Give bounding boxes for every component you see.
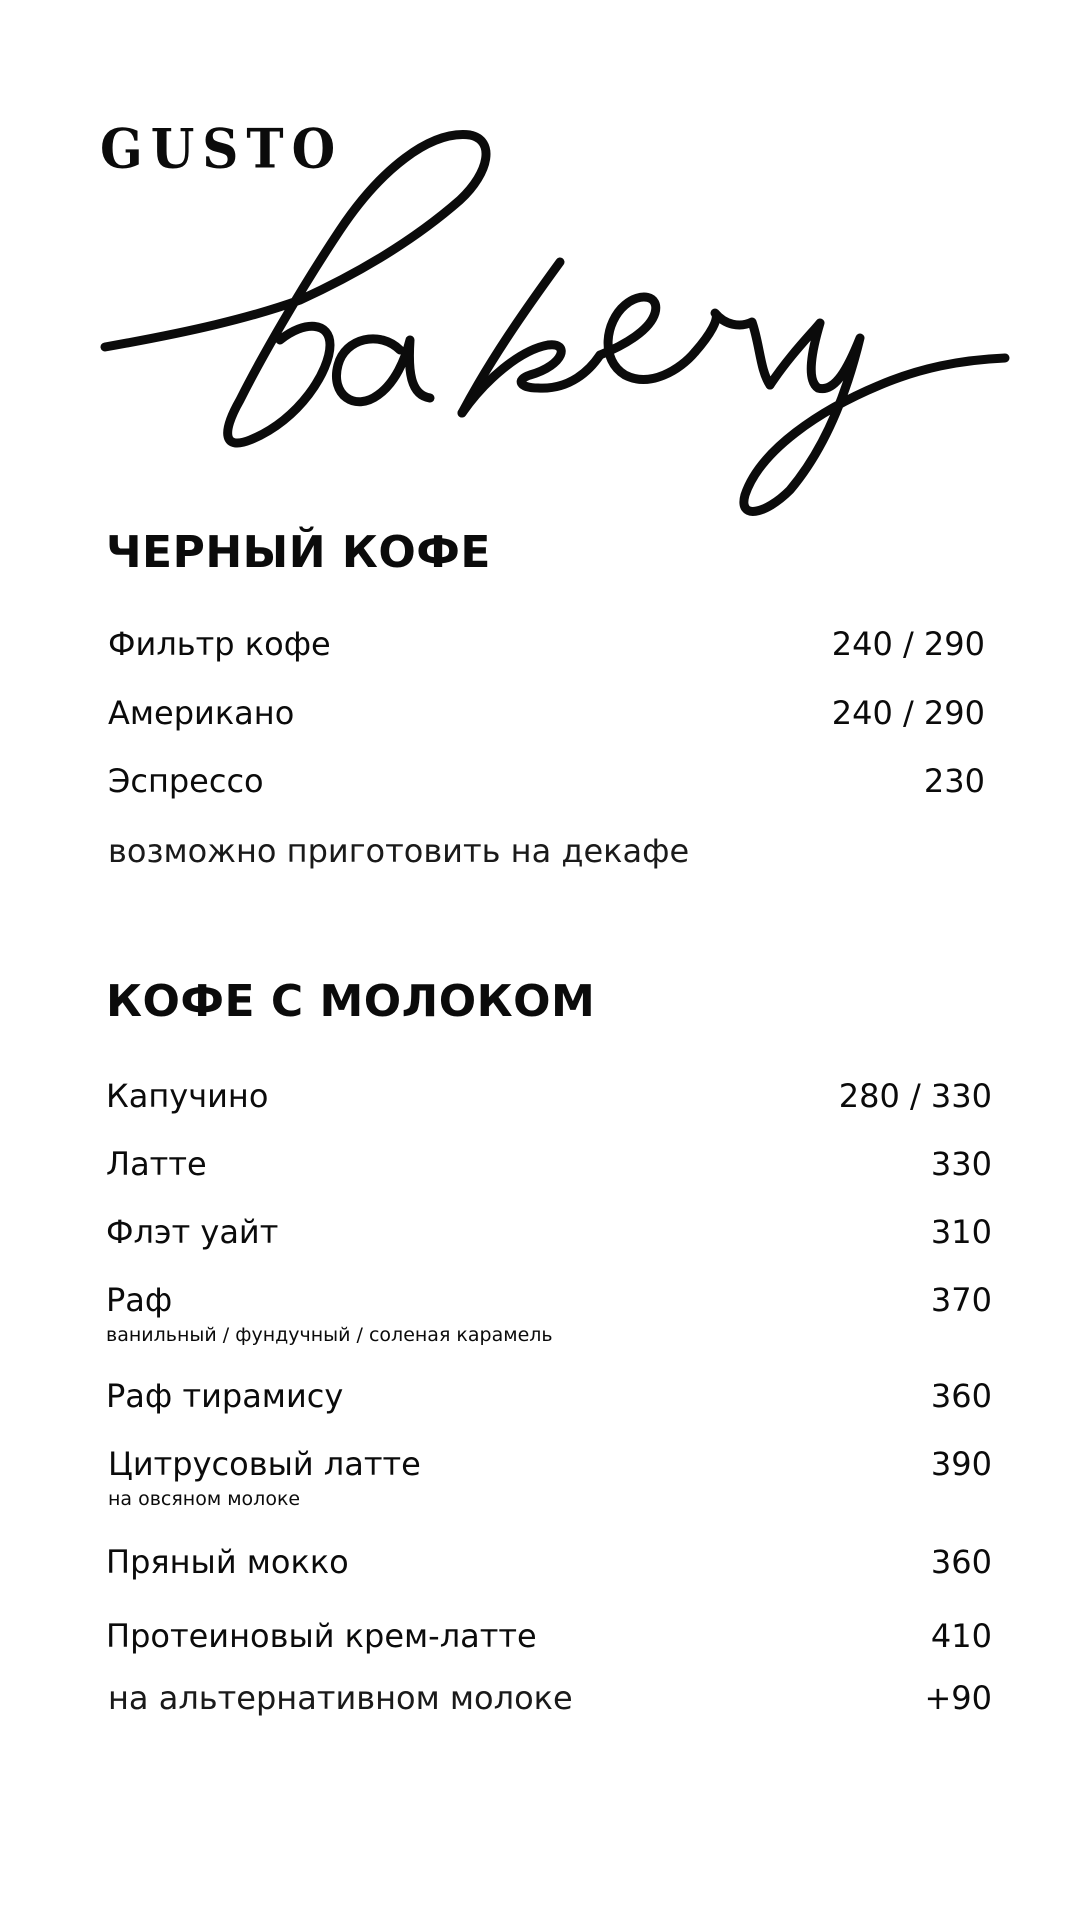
menu-item-description: на овсяном молоке: [108, 1488, 301, 1510]
menu-item-name: Раф тирамису: [106, 1377, 344, 1415]
decaf-note: возможно приготовить на декафе: [108, 832, 690, 870]
menu-item-name: Протеиновый крем-латте: [106, 1617, 537, 1655]
menu-item-name: Флэт уайт: [106, 1213, 279, 1251]
bakery-script-logo: [0, 0, 1080, 560]
menu-item-name: Цитрусовый латте: [108, 1445, 421, 1483]
menu-item-price: 240 / 290: [831, 694, 985, 732]
menu-item-name: Капучино: [106, 1077, 269, 1115]
menu-item-name: Фильтр кофе: [108, 625, 331, 663]
menu-item-price: 360: [930, 1543, 992, 1581]
menu-item-name: Пряный мокко: [106, 1543, 349, 1581]
menu-item-price: 330: [930, 1145, 992, 1183]
alternative-milk-surcharge: +90: [924, 1679, 992, 1717]
section-title-coffee-with-milk: КОФЕ С МОЛОКОМ: [106, 976, 596, 1027]
menu-item-price: 360: [930, 1377, 992, 1415]
brand-name: GUSTO: [100, 116, 344, 181]
menu-item-price: 230: [923, 762, 985, 800]
menu-item-price: 410: [930, 1617, 992, 1655]
menu-item-price: 390: [930, 1445, 992, 1483]
menu-item-price: 280 / 330: [838, 1077, 992, 1115]
menu-item-price: 370: [930, 1281, 992, 1319]
alternative-milk-note: на альтернативном молоке: [108, 1679, 573, 1717]
menu-item-name: Эспрессо: [108, 762, 264, 800]
menu-item-name: Латте: [106, 1145, 207, 1183]
section-title-black-coffee: ЧЕРНЫЙ КОФЕ: [106, 527, 491, 578]
menu-item-price: 310: [930, 1213, 992, 1251]
menu-item-price: 240 / 290: [831, 625, 985, 663]
menu-item-description: ванильный / фундучный / соленая карамель: [106, 1324, 553, 1346]
menu-item-name: Американо: [108, 694, 295, 732]
menu-item-name: Раф: [106, 1281, 173, 1319]
